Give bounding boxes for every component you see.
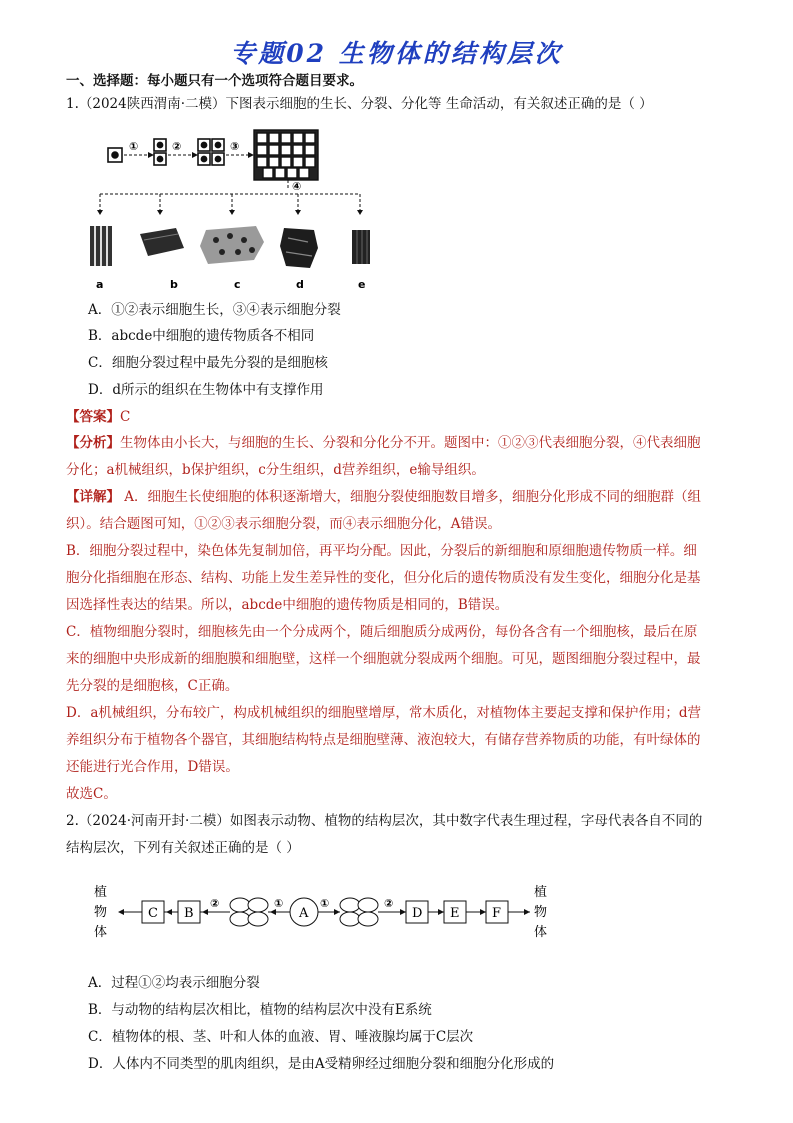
q1-detail-line-7: 来的细胞中央形成新的细胞膜和细胞壁，这样一个细胞就分裂成两个细胞。可见，题图细胞分裂过程中，最 bbox=[66, 651, 701, 667]
step-2-label: ② bbox=[172, 140, 182, 153]
q2-step-label-3: ① bbox=[320, 897, 330, 910]
q2-step-label-4: ② bbox=[384, 897, 394, 910]
answer-value: C bbox=[120, 409, 131, 425]
q1-detail-line-10: 养组织分布于植物各个器官，其细胞结构特点是细胞壁薄、液泡较大，有储存营养物质的功能，有叶绿体的 bbox=[66, 732, 701, 748]
left-end-char-1: 植 bbox=[94, 885, 108, 900]
q1-option-b: B．abcde中细胞的遗传物质各不相同 bbox=[88, 328, 315, 344]
step-1-label: ① bbox=[129, 140, 139, 153]
q2-option-d: D．人体内不同类型的肌肉组织，是由A受精卵经过细胞分裂和细胞分化形成的 bbox=[88, 1056, 555, 1072]
analysis-tag: 【分析】 bbox=[66, 435, 120, 451]
q2-option-b: B．与动物的结构层次相比，植物的结构层次中没有E系统 bbox=[88, 1002, 432, 1018]
tissue-c-image bbox=[200, 226, 264, 264]
q1-detail-line-2: 织）。结合题图可知，①②③表示细胞分裂，而④表示细胞分化，A错误。 bbox=[66, 516, 501, 532]
q1-analysis-line-1: 【分析】生物体由小长大，与细胞的生长、分裂和分化分不开。题图中：①②③代表细胞分裂，④代表细胞 bbox=[66, 435, 701, 451]
q1-figure-cell-development bbox=[88, 122, 388, 304]
right-cell-cluster bbox=[340, 898, 378, 926]
q1-option-a: A．①②表示细胞生长，③④表示细胞分裂 bbox=[88, 302, 341, 318]
right-end-char-1: 植 bbox=[534, 885, 548, 900]
q1-detail-line-6: C．植物细胞分裂时，细胞核先由一个分成两个，随后细胞质分成两份，每份各含有一个细胞核，最后在原 bbox=[66, 624, 698, 640]
q1-option-d: D．d所示的组织在生物体中有支撑作用 bbox=[88, 382, 324, 398]
q1-detail-line-5: 因选择性表达的结果。所以，abcde中细胞的遗传物质是相同的，B错误。 bbox=[66, 597, 509, 613]
section-heading: 一、选择题：每小题只有一个选项符合题目要求。 bbox=[66, 73, 363, 89]
step-4-label: ④ bbox=[292, 180, 302, 193]
single-cell bbox=[108, 148, 122, 162]
q1-answer-line bbox=[66, 407, 130, 427]
q1-detail-line-4: 胞分化指细胞在形态、结构、功能上发生差异性的变化，但分化后的遗传物质没有发生变化，细胞分化是基 bbox=[66, 570, 701, 586]
q1-conclusion: 故选C。 bbox=[66, 786, 117, 802]
tissue-b-image bbox=[140, 228, 184, 256]
q2-option-a: A．过程①②均表示细胞分裂 bbox=[88, 975, 260, 991]
q2-step-label-1: ② bbox=[210, 897, 220, 910]
left-cell-cluster bbox=[230, 898, 268, 926]
box-d-label: D bbox=[412, 906, 423, 921]
step-3-label: ③ bbox=[230, 140, 240, 153]
left-end-char-2: 物 bbox=[94, 905, 108, 920]
tissue-d-image bbox=[280, 228, 318, 268]
tissue-label-c: c bbox=[234, 278, 241, 291]
center-a-label: A bbox=[299, 906, 309, 921]
q2-option-c: C．植物体的根、茎、叶和人体的血液、胃、唾液腺均属于C层次 bbox=[88, 1029, 474, 1045]
box-b-label: B bbox=[184, 906, 194, 921]
q2-step-label-2: ① bbox=[274, 897, 284, 910]
q2-stem-line-1: 2.（2024·河南开封·二模）如图表示动物、植物的结构层次，其中数字代表生理过程，字母代表各自不同的 bbox=[66, 813, 703, 829]
tissue-label-e: e bbox=[358, 278, 366, 291]
right-end-char-3: 体 bbox=[534, 925, 548, 940]
q1-detail-line-8: 先分裂的是细胞核，C正确。 bbox=[66, 678, 239, 694]
cell-mass bbox=[254, 130, 318, 180]
tissue-a-image bbox=[90, 226, 112, 266]
left-end-char-3: 体 bbox=[94, 925, 108, 940]
right-end-char-2: 物 bbox=[534, 905, 548, 920]
page-title: 专题02 生物体的结构层次 bbox=[230, 39, 563, 68]
q2-stem-line-2: 结构层次，下列有关叙述正确的是（ ） bbox=[66, 840, 300, 856]
tissue-label-b: b bbox=[170, 278, 178, 291]
q2-figure-structure-levels bbox=[86, 882, 556, 946]
four-cells bbox=[198, 139, 224, 165]
detail-tag: 【详解】 bbox=[66, 489, 120, 505]
q1-option-c: C．细胞分裂过程中最先分裂的是细胞核 bbox=[88, 355, 328, 371]
two-cells bbox=[154, 139, 166, 165]
box-f-label: F bbox=[492, 906, 502, 921]
tissue-label-a: a bbox=[96, 278, 104, 291]
q1-detail-line-1: 【详解】 A．细胞生长使细胞的体积逐渐增大，细胞分裂使细胞数目增多，细胞分化形成不同的细胞群（组 bbox=[66, 489, 702, 505]
q1-analysis-line-2: 分化；a机械组织，b保护组织，c分生组织，d营养组织，e输导组织。 bbox=[66, 462, 485, 478]
answer-tag: 【答案】 bbox=[66, 409, 120, 425]
box-c-label: C bbox=[148, 906, 158, 921]
tissue-label-d: d bbox=[296, 278, 304, 291]
q1-detail-line-9: D．a机械组织，分布较广，构成机械组织的细胞壁增厚，常木质化，对植物体主要起支撑和保护作用；d营 bbox=[66, 705, 702, 721]
q1-detail-line-11: 还能进行光合作用，D错误。 bbox=[66, 759, 239, 775]
box-e-label: E bbox=[450, 906, 460, 921]
q1-stem: 1.（2024陕西渭南·二模）下图表示细胞的生长、分裂、分化等 生命活动，有关叙述正确的是（ ） bbox=[66, 96, 653, 112]
tissue-e-image bbox=[352, 230, 370, 264]
q1-detail-line-3: B．细胞分裂过程中，染色体先复制加倍，再平均分配。因此，分裂后的新细胞和原细胞遗传物质一样。细 bbox=[66, 543, 697, 559]
